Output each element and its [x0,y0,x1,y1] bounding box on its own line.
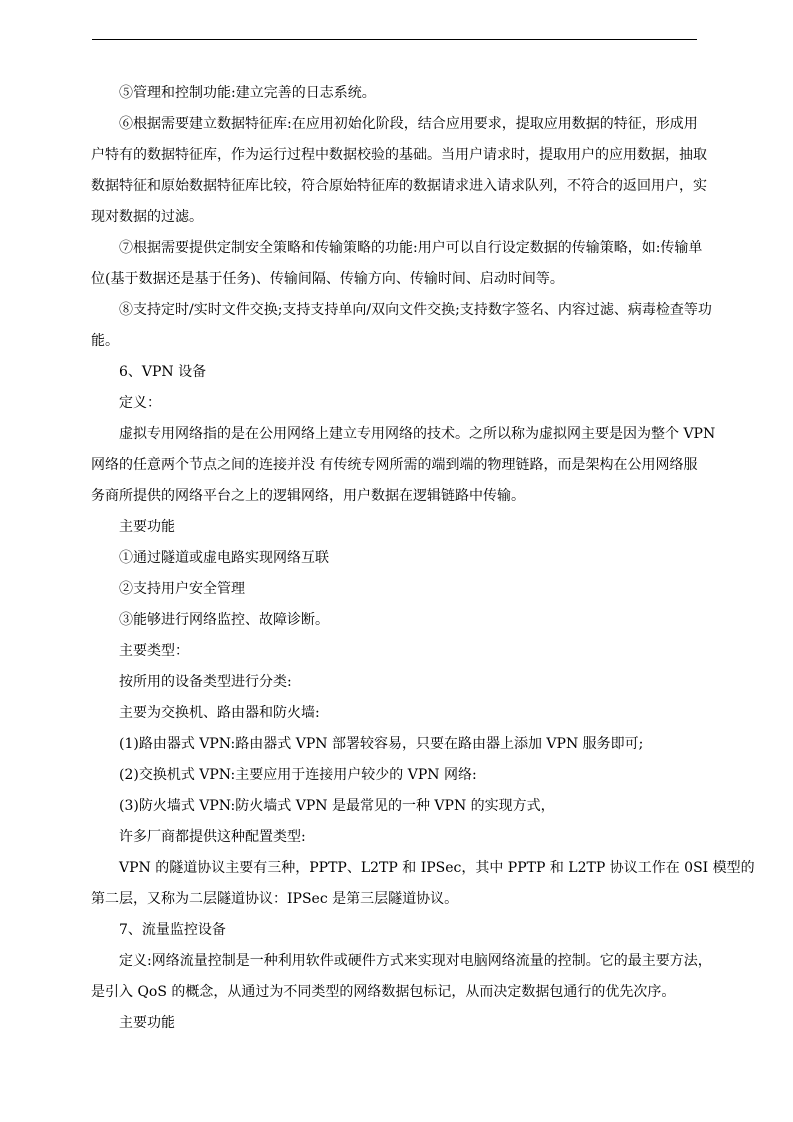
paragraph-feature-library [91,109,707,233]
text-line: 主要功能 [119,519,175,535]
document-body [91,78,755,1039]
paragraph-vpn-definition [91,419,716,512]
text-line: VPN 的隧道协议主要有三种，PPTP、L2TP 和 IPSec，其中 PPTP 和 L2TP 协议工作在 0SI 模型的 [119,860,755,876]
text-line: (2)交换机式 VPN:主要应用于连接用户较少的 VPN 网络: [119,767,477,783]
text-line: ⑧支持定时/实时文件交换;支持支持单向/双向文件交换;支持数字签名、内容过滤、病毒检查等功 [119,302,712,318]
text-line: (1)路由器式 VPN:路由器式 VPN 部署较容易，只要在路由器上添加 VPN 服务即可; [119,736,644,752]
text-line: ⑥根据需要建立数据特征库:在应用初始化阶段，结合应用要求，提取应用数据的特征，形成用 [119,116,698,132]
text-line: 7、流量监控设备 [119,922,226,938]
paragraph-vendors [91,822,701,853]
list-item [91,791,701,822]
section-heading-traffic-monitoring [91,915,701,946]
text-line: 现对数据的过滤。 [91,209,203,225]
text-line: 许多厂商都提供这种配置类型: [119,829,306,845]
header-rule [92,39,697,40]
text-line: 定义:网络流量控制是一种利用软件或硬件方式来实现对电脑网络流量的控制。它的最主要方法， [119,953,712,969]
paragraph-traffic-definition [91,946,712,1008]
section-heading-vpn [91,357,701,388]
list-item [91,574,701,605]
text-line: 主要为交换机、路由器和防火墙: [119,705,320,721]
text-line: 网络的任意两个节点之间的连接并没 有传统专网所需的端到端的物理链路，而是架构在公用网络服 [91,457,698,473]
list-item [91,760,701,791]
text-line: 第二层，又称为二层隧道协议：IPSec 是第三层隧道协议。 [91,891,459,907]
paragraph-logging [91,78,701,109]
text-line: ③能够进行网络监控、故障诊断。 [119,612,329,628]
text-line: ①通过隧道或虚电路实现网络互联 [119,550,329,566]
text-line: 6、VPN 设备 [119,364,207,380]
label-main-functions [91,1008,701,1039]
list-item [91,543,701,574]
text-line: 主要功能 [119,1015,175,1031]
paragraph-device-types [91,698,701,729]
text-line: 户特有的数据特征库，作为运行过程中数据校验的基础。当用户请求时，提取用户的应用数据，抽取 [91,147,707,163]
text-line: 能。 [91,333,119,349]
paragraph-tunnel-protocols [91,853,755,915]
text-line: 务商所提供的网络平台之上的逻辑网络，用户数据在逻辑链路中传输。 [91,488,525,504]
paragraph-file-exchange [91,295,712,357]
label-definition [91,388,701,419]
paragraph-custom-policy [91,233,701,295]
label-main-types [91,636,701,667]
text-line: ⑦根据需要提供定制安全策略和传输策略的功能:用户可以自行设定数据的传输策略，如:传输单 [119,240,703,256]
text-line: 数据特征和原始数据特征库比较，符合原始特征库的数据请求进入请求队列，不符合的返回用户，实 [91,178,707,194]
text-line: 虚拟专用网络指的是在公用网络上建立专用网络的技术。之所以称为虚拟网主要是因为整个 VPN [119,426,716,442]
label-main-functions [91,512,701,543]
list-item [91,729,701,760]
text-line: (3)防火墙式 VPN:防火墙式 VPN 是最常见的一种 VPN 的实现方式， [119,798,555,814]
text-line: 是引入 QoS 的概念，从通过为不同类型的网络数据包标记，从而决定数据包通行的优先次序。 [91,984,676,1000]
text-line: 主要类型： [119,643,189,659]
text-line: 位(基于数据还是基于任务)、传输间隔、传输方向、传输时间、启动时间等。 [91,271,564,287]
text-line: ⑤管理和控制功能:建立完善的日志系统。 [119,85,376,101]
paragraph-classification [91,667,701,698]
text-line: 定义： [119,395,161,411]
list-item [91,605,701,636]
text-line: 按所用的设备类型进行分类: [119,674,292,690]
text-line: ②支持用户安全管理 [119,581,245,597]
